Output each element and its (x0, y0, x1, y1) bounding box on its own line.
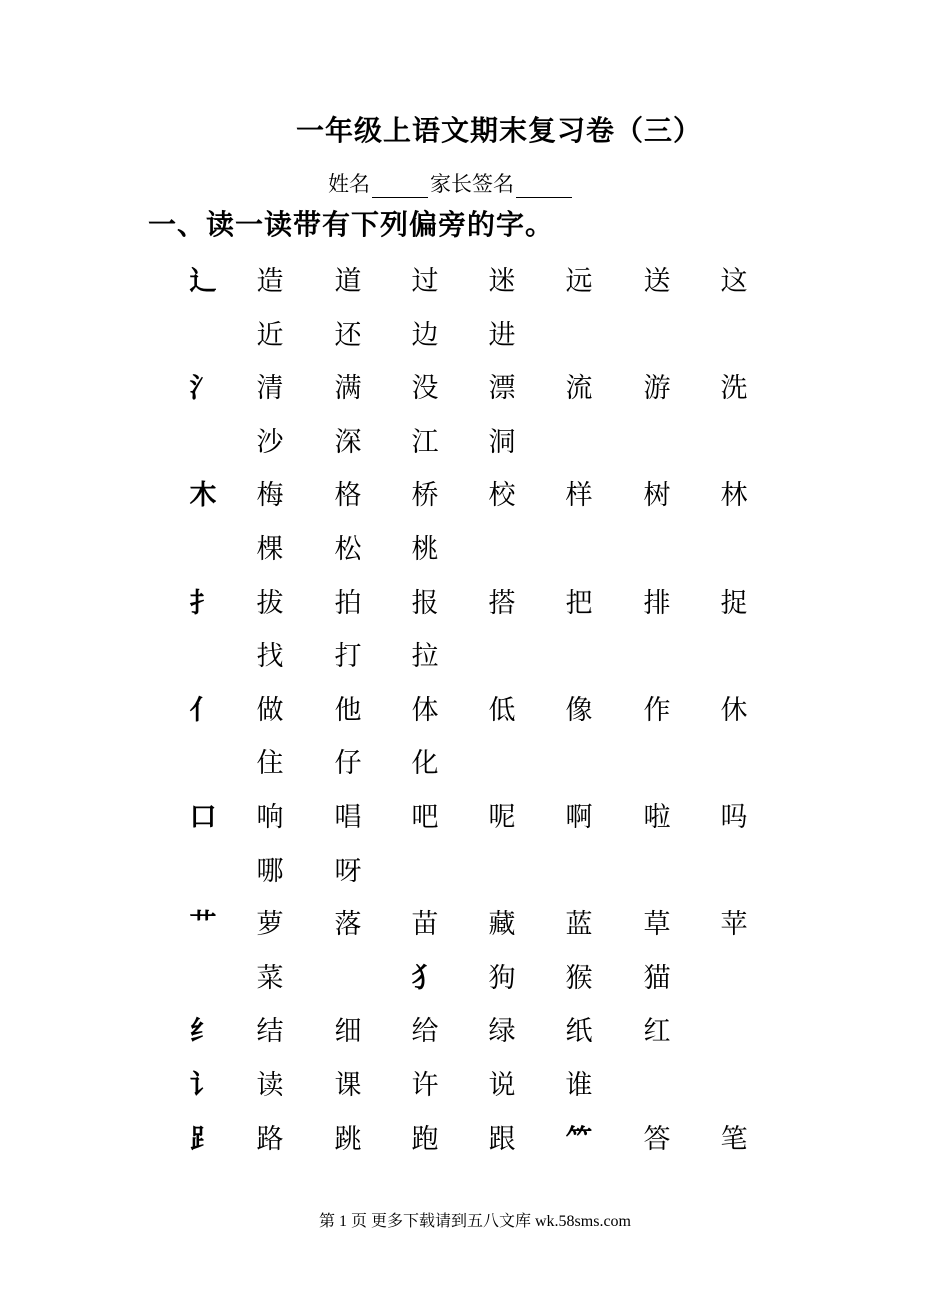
radical-row (0, 794, 950, 848)
character: 呢 (488, 801, 516, 833)
character: 林 (720, 480, 748, 512)
character: 落 (334, 909, 362, 941)
character: 体 (411, 694, 439, 726)
radical-label: 犭 (411, 962, 439, 994)
character: 还 (334, 319, 362, 351)
radical-label: 纟 (189, 1016, 217, 1048)
character: 沙 (256, 426, 284, 458)
character: 像 (565, 694, 593, 726)
character: 洗 (720, 373, 748, 405)
character: 江 (411, 426, 439, 458)
character: 找 (256, 641, 284, 673)
character: 排 (643, 587, 671, 619)
radical-row (0, 901, 950, 955)
character: 啊 (565, 801, 593, 833)
character: 狗 (488, 962, 516, 994)
radical-row (0, 312, 950, 366)
character: 呀 (334, 855, 362, 887)
character: 拉 (411, 641, 439, 673)
character: 进 (488, 319, 516, 351)
radical-row (0, 687, 950, 741)
character: 没 (411, 373, 439, 405)
character: 唱 (334, 801, 362, 833)
radical-label: 讠 (189, 1069, 217, 1101)
radical-row (0, 365, 950, 419)
character: 捉 (720, 587, 748, 619)
character: 猴 (565, 962, 593, 994)
character: 他 (334, 694, 362, 726)
character: 桥 (411, 480, 439, 512)
character: 做 (256, 694, 284, 726)
name-blank[interactable] (372, 175, 428, 198)
character: 拔 (256, 587, 284, 619)
radical-row (0, 740, 950, 794)
character: 谁 (565, 1069, 593, 1101)
radical-label: ⻊ (189, 1123, 217, 1155)
character: 报 (411, 587, 439, 619)
parent-signature-label: 家长签名 (430, 172, 514, 196)
signature-line (328, 170, 574, 198)
character: 住 (256, 748, 284, 780)
radical-row (0, 580, 950, 634)
character: 菜 (256, 962, 284, 994)
character: 苹 (720, 909, 748, 941)
character: 道 (334, 266, 362, 297)
radical-table (0, 258, 950, 1169)
character: 跳 (334, 1123, 362, 1155)
character: 边 (411, 319, 439, 351)
character: 跑 (411, 1123, 439, 1155)
character: 梅 (256, 480, 284, 512)
character: 结 (256, 1016, 284, 1048)
radical-row (0, 848, 950, 902)
character: 把 (565, 587, 593, 619)
parent-signature-blank[interactable] (516, 175, 572, 198)
character: 蓝 (565, 909, 593, 941)
radical-row (0, 419, 950, 473)
character: 送 (643, 266, 671, 297)
radical-row (0, 1062, 950, 1116)
radical-row (0, 1008, 950, 1062)
radical-label: ⺮ (565, 1123, 593, 1155)
character: 吧 (411, 801, 439, 833)
character: 跟 (488, 1123, 516, 1155)
character: 纸 (565, 1016, 593, 1048)
name-label: 姓名 (328, 172, 370, 196)
character: 路 (256, 1123, 284, 1155)
character: 啦 (643, 801, 671, 833)
character: 红 (643, 1016, 671, 1048)
character: 细 (334, 1016, 362, 1048)
character: 满 (334, 373, 362, 405)
radical-label: 扌 (189, 587, 217, 619)
character: 洞 (488, 426, 516, 458)
character: 响 (256, 801, 284, 833)
character: 松 (334, 533, 362, 565)
radical-label: 辶 (189, 266, 217, 297)
character: 笔 (720, 1123, 748, 1155)
page-title: 一年级上语文期末复习卷（三） (296, 114, 703, 147)
character: 棵 (256, 533, 284, 565)
character: 草 (643, 909, 671, 941)
character: 萝 (256, 909, 284, 941)
character: 藏 (488, 909, 516, 941)
radical-row (0, 1116, 950, 1170)
character: 哪 (256, 855, 284, 887)
radical-row (0, 258, 950, 312)
character: 说 (488, 1069, 516, 1101)
character: 苗 (411, 909, 439, 941)
character: 猫 (643, 962, 671, 994)
character: 远 (565, 266, 593, 297)
radical-label: 口 (189, 801, 217, 833)
page-footer: 第 1 页 更多下载请到五八文库 wk.58sms.com (318, 1213, 631, 1230)
character: 吗 (720, 801, 748, 833)
character: 校 (488, 480, 516, 512)
radical-row (0, 633, 950, 687)
character: 这 (720, 266, 748, 297)
character: 低 (488, 694, 516, 726)
character: 休 (720, 694, 748, 726)
character: 打 (334, 641, 362, 673)
character: 造 (256, 266, 284, 297)
character: 桃 (411, 533, 439, 565)
character: 游 (643, 373, 671, 405)
character: 搭 (488, 587, 516, 619)
character: 清 (256, 373, 284, 405)
section-heading: 一、读一读带有下列偏旁的字。 (148, 208, 555, 241)
character: 拍 (334, 587, 362, 619)
radical-row (0, 526, 950, 580)
character: 过 (411, 266, 439, 297)
character: 绿 (488, 1016, 516, 1048)
character: 化 (411, 748, 439, 780)
radical-label: 艹 (189, 909, 217, 941)
character: 近 (256, 319, 284, 351)
character: 许 (411, 1069, 439, 1101)
character: 流 (565, 373, 593, 405)
character: 格 (334, 480, 362, 512)
character: 样 (565, 480, 593, 512)
radical-label: 氵 (189, 373, 217, 405)
radical-label: 亻 (189, 694, 217, 726)
character: 树 (643, 480, 671, 512)
character: 读 (256, 1069, 284, 1101)
character: 迷 (488, 266, 516, 297)
character: 作 (643, 694, 671, 726)
character: 仔 (334, 748, 362, 780)
character: 答 (643, 1123, 671, 1155)
radical-row (0, 472, 950, 526)
character: 漂 (488, 373, 516, 405)
radical-row (0, 955, 950, 1009)
radical-label: 木 (189, 480, 217, 512)
character: 课 (334, 1069, 362, 1101)
character: 深 (334, 426, 362, 458)
character: 给 (411, 1016, 439, 1048)
